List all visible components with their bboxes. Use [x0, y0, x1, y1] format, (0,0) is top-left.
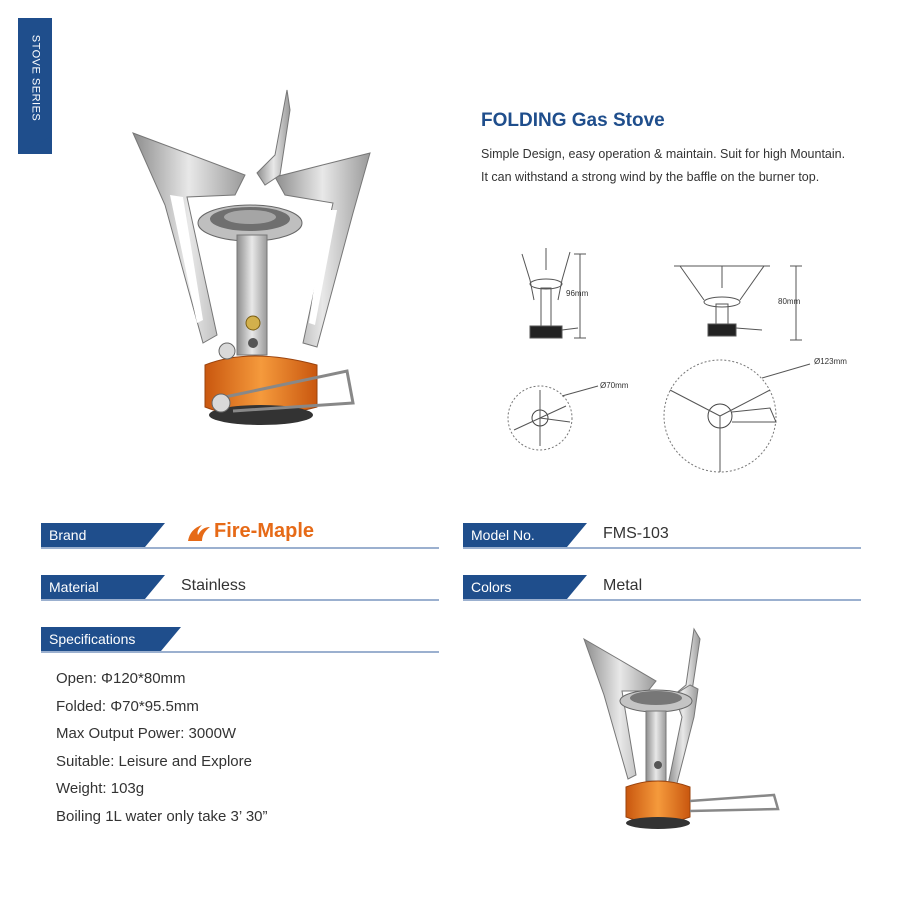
model-tag: Model No.: [463, 523, 567, 547]
brand-tag: Brand: [41, 523, 145, 547]
specifications-underline: [41, 651, 439, 653]
brand-row: [41, 520, 439, 553]
spec-item: Folded: Φ70*95.5mm: [56, 697, 199, 715]
colors-tag: Colors: [463, 575, 567, 599]
product-title: FOLDING Gas Stove: [481, 110, 665, 131]
series-ribbon: [18, 18, 52, 154]
open-height-label: 80mm: [778, 297, 801, 306]
specifications-tag: Specifications: [41, 627, 161, 651]
open-side-diagram: [674, 266, 770, 336]
material-underline: [41, 599, 439, 601]
series-label: STOVE SERIES: [29, 34, 41, 122]
colors-underline: [463, 599, 861, 601]
stove-small-image: [578, 625, 788, 835]
material-tag: Material: [41, 575, 145, 599]
model-underline: [463, 547, 861, 549]
colors-value: Metal: [603, 577, 643, 594]
spec-item: Open: Φ120*80mm: [56, 670, 186, 687]
folded-height-label: 96mm: [566, 289, 589, 298]
open-diameter-label: Ø123mm: [814, 357, 847, 366]
product-description: Simple Design, easy operation & maintain. Suit for high Mountain. It can withstand a strong wind by the baffle on the burner top.: [481, 147, 846, 184]
colors-row: [463, 575, 861, 605]
spec-list: [56, 665, 268, 830]
material-value: Stainless: [181, 577, 246, 594]
spec-item: Max Output Power: 3000W: [56, 725, 237, 742]
stove-product-image: [125, 85, 375, 435]
spec-item: Weight: 103g: [56, 780, 145, 797]
spec-item: Suitable: Leisure and Explore: [56, 752, 252, 770]
material-row: [41, 575, 439, 605]
folded-diameter-label: Ø70mm: [600, 381, 629, 390]
brand-value: Fire-Maple: [214, 520, 315, 542]
flame-logo-icon: [186, 521, 212, 543]
spec-item: Boiling 1L water only take 3’ 30”: [56, 807, 268, 825]
brand-underline: [41, 547, 439, 549]
dimension-diagrams: [500, 240, 870, 480]
specifications-row: [41, 627, 439, 657]
brand-logo: [186, 520, 314, 543]
model-row: [463, 523, 861, 553]
model-value: FMS-103: [603, 525, 669, 542]
